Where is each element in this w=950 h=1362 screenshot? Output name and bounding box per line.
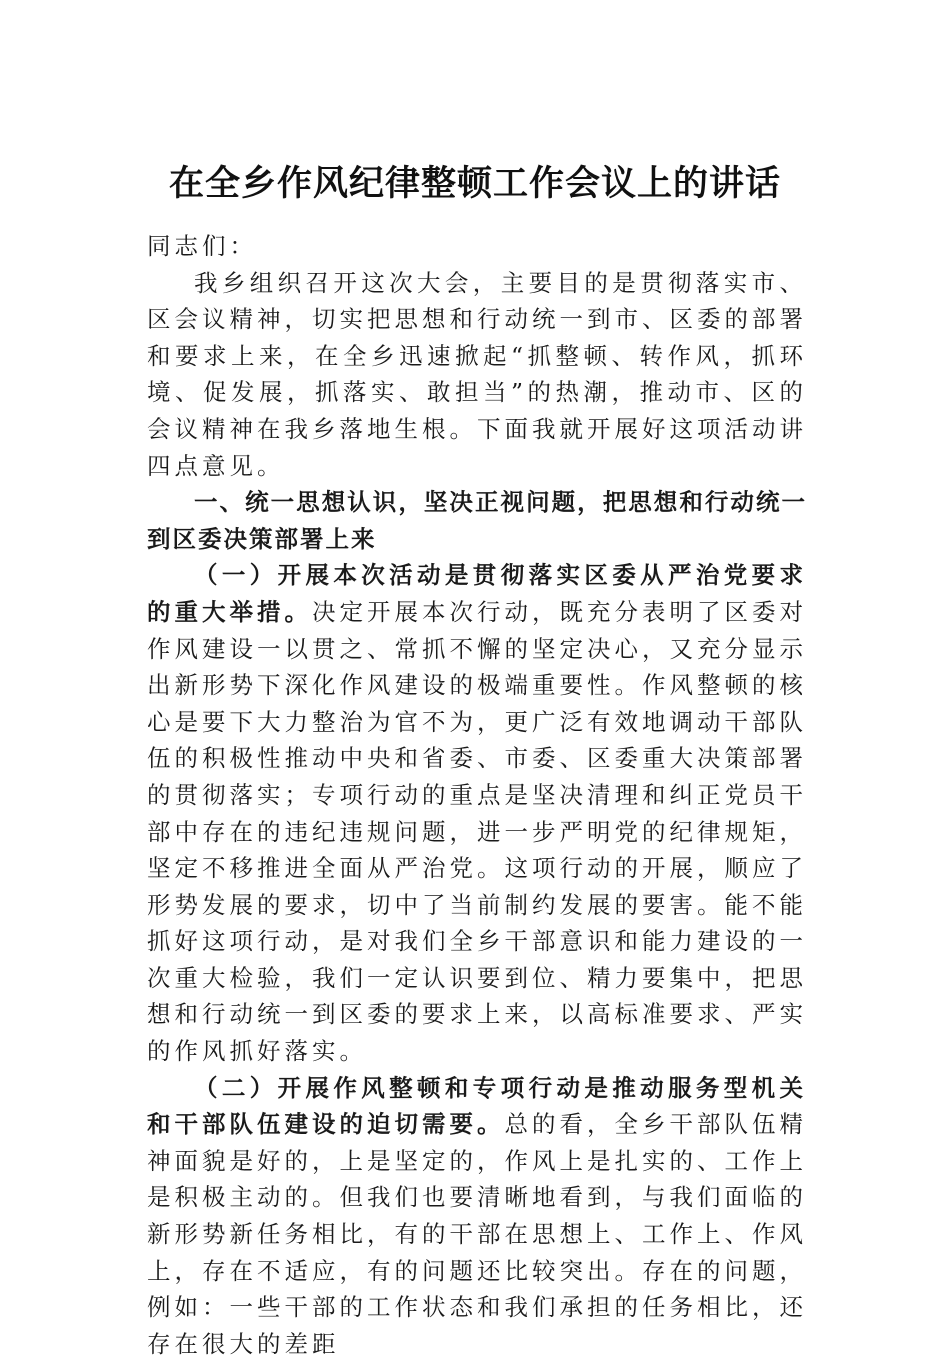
subsection-1-paragraph [147, 557, 807, 1069]
subsection-1-body: 决定开展本次行动，既充分表明了区委对作风建设一以贯之、常抓不懈的坚定决心，又充分显示出新形势下深化作风建设的极端重要性。作风整顿的核心是要下大力整治为官不为，更广泛有效地调动干部队伍的积极性推动中央和省委、市委、区委重大决策部署的贯彻落实；专项行动的重点是坚决清理和纠正党员干部中存在的违纪违规问题，进一步严明党的纪律规矩，坚定不移推进全面从严治党。这项行动的开展，顺应了形势发展的要求，切中了当前制约发展的要害。能不能抓好这项行动，是对我们全乡干部意识和能力建设的一次重大检验，我们一定认识要到位、精力要集中，把思想和行动统一到区委的要求上来，以高标准要求、严实的作风抓好落实。 [147, 597, 807, 1066]
subsection-2-body: 总的看，全乡干部队伍精神面貌是好的，上是坚定的，作风上是扎实的、工作上是积极主动的。但我们也要清晰地看到，与我们面临的新形势新任务相比，有的干部在思想上、工作上、作风上，存在不适应，有的问题还比较突出。存在的问题，例如：一些干部的工作状态和我们承担的任务相比，还存在很大的差距 [147, 1110, 807, 1358]
section-1-heading: 一、统一思想认识，坚决正视问题，把思想和行动统一到区委决策部署上来 [147, 488, 807, 553]
document-title: 在全乡作风纪律整顿工作会议上的讲话 [168, 163, 781, 204]
intro-paragraph: 我乡组织召开这次大会，主要目的是贯彻落实市、区会议精神，切实把思想和行动统一到市、区委的部署和要求上来，在全乡迅速掀起“抓整顿、转作风，抓环境、促发展，抓落实、敢担当”的热潮，推动市、区的会议精神在我乡落地生根。下面我就开展好这项活动讲四点意见。 [147, 268, 807, 480]
subsection-1-lead: （一）开展本次活动是贯彻落实区委从严治党要求的重大举措。 [147, 561, 807, 626]
document-body [147, 228, 807, 1362]
salutation: 同志们： [147, 232, 257, 260]
subsection-2-paragraph [147, 1070, 807, 1362]
subsection-2-lead: （二）开展作风整顿和专项行动是推动服务型机关和干部队伍建设的迫切需要。 [147, 1073, 807, 1139]
